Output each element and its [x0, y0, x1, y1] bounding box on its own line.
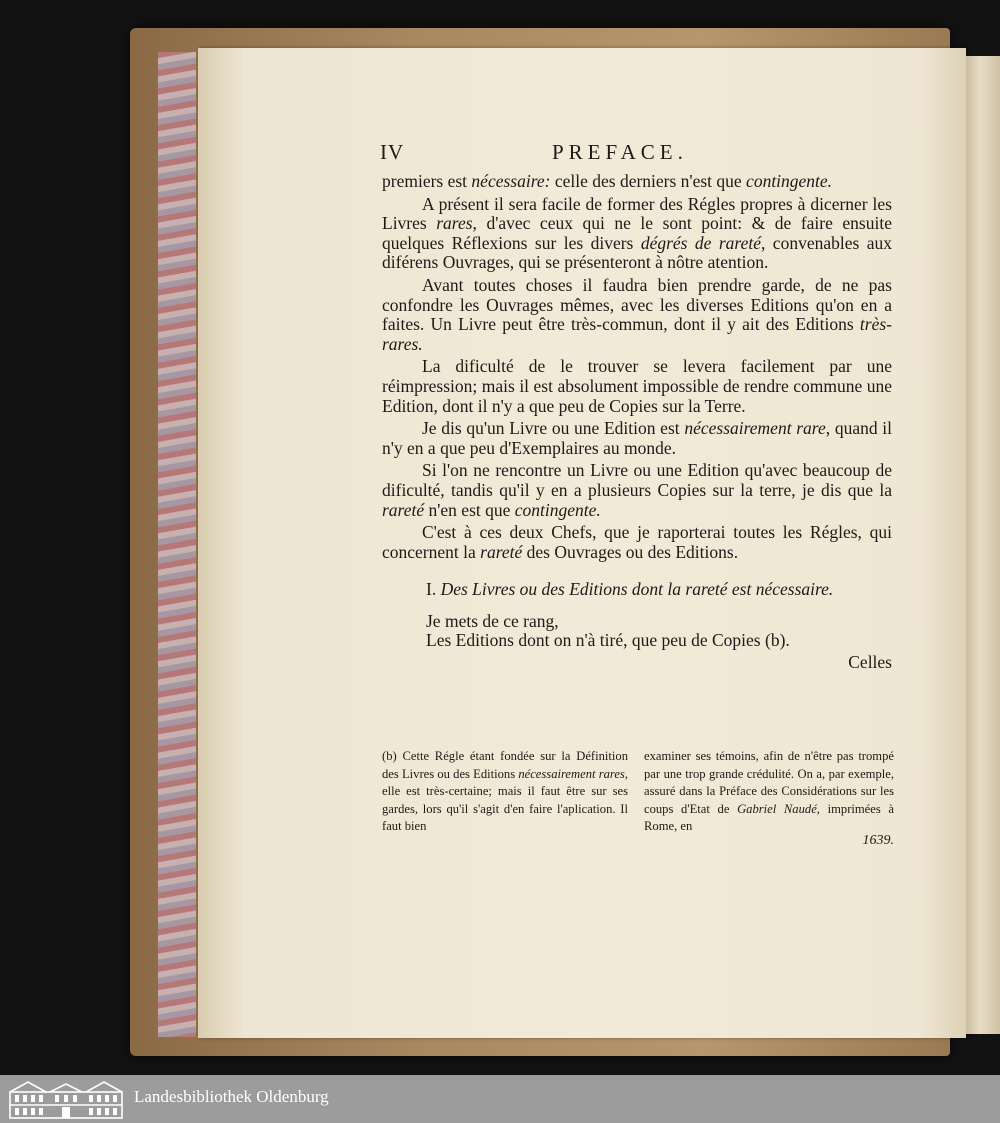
- footnote-column-right: examiner ses témoins, afin de n'être pas trompé par une trop grande crédulité. On a, par exemple, assuré dans la Préface des Considérations sur les coups d'Etat de Gabriel Naudé, imprimées à Rome, en: [644, 749, 894, 833]
- section-number: I.: [426, 579, 437, 600]
- library-name: Landesbibliothek Oldenburg: [134, 1087, 329, 1106]
- library-footer-bar: [0, 1075, 1000, 1123]
- paragraph: Si l'on ne rencontre un Livre ou une Edition qu'avec beaucoup de dificulté, tandis qu'il y en a plusieurs Copies sur la terre, je dis que la rareté n'en est que contingente.: [382, 460, 892, 520]
- running-head: [380, 140, 890, 166]
- verse-line: Les Editions dont on n'à tiré, que peu de Copies (b).: [426, 630, 790, 651]
- section-heading: [382, 580, 892, 600]
- catchword: Celles: [848, 652, 892, 673]
- paragraph: A présent il sera facile de former des Régles propres à dicerner les Livres rares, d'avec ceux qui ne le sont point: & de faire ensuite quelques Réflexions sur les divers dégrés de rareté, convenables aux diférens Ouvrages, qui se présenteront à nôtre atention.: [382, 193, 892, 273]
- footnote-column-left: (b) Cette Régle étant fondée sur la Définition des Livres ou des Editions nécessairement rares, elle est très-certaine; mais il faut être sur ses gardes, lors qu'il s'agit d'en faire l'aplication. Il faut bien: [382, 749, 628, 833]
- verse-line: Je mets de ce rang,: [426, 610, 559, 631]
- paragraph: La dificulté de le trouver se levera facilement par une réimpression; mais il est absolument impossible de rendre commune une Edition, dont il n'y a que peu de Copies sur la Terre.: [382, 356, 892, 416]
- library-building-icon: [8, 1078, 124, 1120]
- paragraph: premiers est nécessaire: celle des derniers n'est que contingente.: [382, 171, 833, 191]
- section-title: Des Livres ou des Editions dont la rareté est nécessaire.: [440, 579, 834, 600]
- running-title: PREFACE.: [552, 140, 688, 164]
- body-text: [382, 172, 892, 676]
- footnote-date: 1639.: [862, 833, 894, 848]
- page-stack-edge: [966, 56, 1000, 1034]
- marbled-endpaper: [158, 52, 196, 1037]
- paragraph: Avant toutes choses il faudra bien prendre garde, de ne pas confondre les Ouvrages mêmes, avec les diverses Editions qu'on en a faites. Un Livre peut être très-commun, dont il y ait des Editions très-rares.: [382, 274, 892, 354]
- paragraph: C'est à ces deux Chefs, que je raporterai toutes les Régles, qui concernent la rareté des Ouvrages ou des Editions.: [382, 522, 892, 562]
- paragraph: Je dis qu'un Livre ou une Edition est nécessairement rare, quand il n'y en a que peu d'Exemplaires au monde.: [382, 418, 893, 458]
- page-number: IV: [380, 140, 405, 164]
